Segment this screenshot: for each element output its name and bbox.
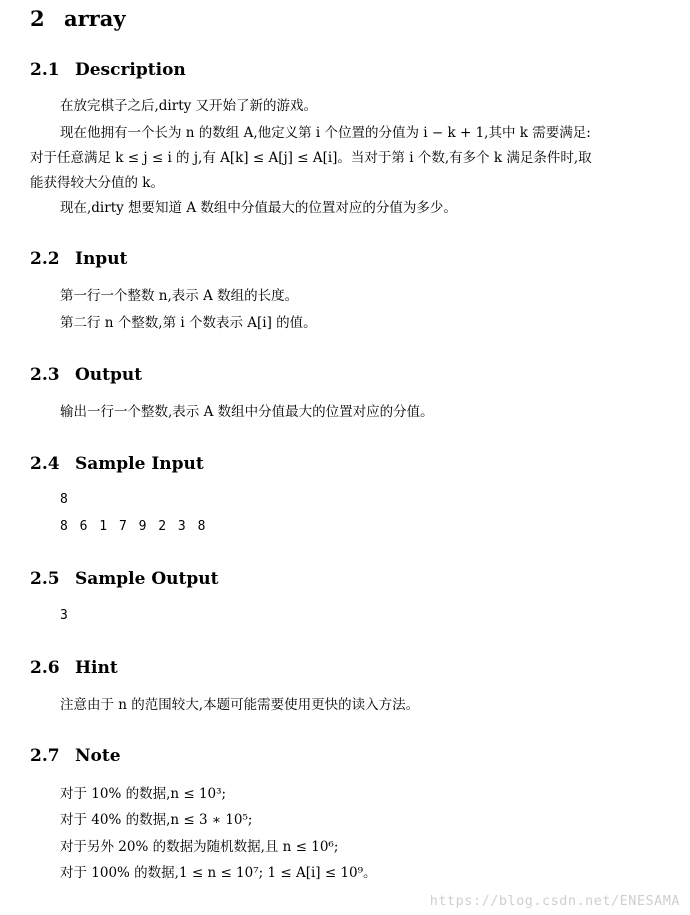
note-line-4: 对于 100% 的数据,1 ≤ n ≤ 10⁷; 1 ≤ A[i] ≤ 10⁹。 bbox=[60, 865, 377, 881]
subsection-heading-sample-input bbox=[30, 454, 204, 474]
subsection-title: Sample Input bbox=[75, 454, 204, 474]
section-number: 2 bbox=[30, 6, 45, 31]
sample-input-line-1: 8 bbox=[60, 492, 70, 507]
subsection-heading-description bbox=[30, 60, 186, 80]
description-paragraph-2-line-1: 现在他拥有一个长为 n 的数组 A,他定义第 i 个位置的分值为 i − k + 1,其中 k 需要满足: bbox=[60, 125, 591, 141]
input-line-1: 第一行一个整数 n,表示 A 数组的长度。 bbox=[60, 288, 299, 304]
subsection-title: Note bbox=[75, 746, 121, 766]
note-line-2: 对于 40% 的数据,n ≤ 3 ∗ 10⁵; bbox=[60, 812, 253, 828]
watermark: https://blog.csdn.net/ENESAMA bbox=[429, 893, 680, 909]
subsection-number: 2.2 bbox=[30, 249, 60, 269]
subsection-title: Hint bbox=[75, 658, 118, 678]
section-title bbox=[30, 6, 126, 31]
note-line-1: 对于 10% 的数据,n ≤ 10³; bbox=[60, 786, 227, 802]
subsection-heading-sample-output bbox=[30, 569, 218, 589]
description-paragraph-2-line-2: 对于任意满足 k ≤ j ≤ i 的 j,有 A[k] ≤ A[j] ≤ A[i]。当对于第 i 个数,有多个 k 满足条件时,取 bbox=[30, 150, 592, 166]
hint-line-1: 注意由于 n 的范围较大,本题可能需要使用更快的读入方法。 bbox=[60, 697, 420, 713]
subsection-title: Output bbox=[75, 365, 143, 385]
sample-output-line-1: 3 bbox=[60, 608, 70, 623]
subsection-title: Description bbox=[75, 60, 186, 80]
description-paragraph-2-line-3: 能获得较大分值的 k。 bbox=[30, 175, 164, 191]
subsection-heading-output bbox=[30, 365, 142, 385]
subsection-heading-input bbox=[30, 249, 127, 269]
section-title-text: array bbox=[64, 6, 126, 31]
input-line-2: 第二行 n 个整数,第 i 个数表示 A[i] 的值。 bbox=[60, 315, 317, 331]
description-paragraph-1: 在放完棋子之后,dirty 又开始了新的游戏。 bbox=[60, 98, 318, 114]
note-line-3: 对于另外 20% 的数据为随机数据,且 n ≤ 10⁶; bbox=[60, 839, 339, 855]
subsection-title: Input bbox=[75, 249, 128, 269]
sample-input-line-2: 8 6 1 7 9 2 3 8 bbox=[60, 519, 208, 534]
subsection-heading-note bbox=[30, 746, 121, 766]
subsection-number: 2.3 bbox=[30, 365, 60, 385]
output-line-1: 输出一行一个整数,表示 A 数组中分值最大的位置对应的分值。 bbox=[60, 404, 434, 420]
subsection-number: 2.6 bbox=[30, 658, 60, 678]
subsection-number: 2.4 bbox=[30, 454, 60, 474]
subsection-title: Sample Output bbox=[75, 569, 219, 589]
subsection-number: 2.1 bbox=[30, 60, 60, 80]
subsection-number: 2.5 bbox=[30, 569, 60, 589]
subsection-number: 2.7 bbox=[30, 746, 60, 766]
description-paragraph-3: 现在,dirty 想要知道 A 数组中分值最大的位置对应的分值为多少。 bbox=[60, 200, 457, 216]
subsection-heading-hint bbox=[30, 658, 118, 678]
